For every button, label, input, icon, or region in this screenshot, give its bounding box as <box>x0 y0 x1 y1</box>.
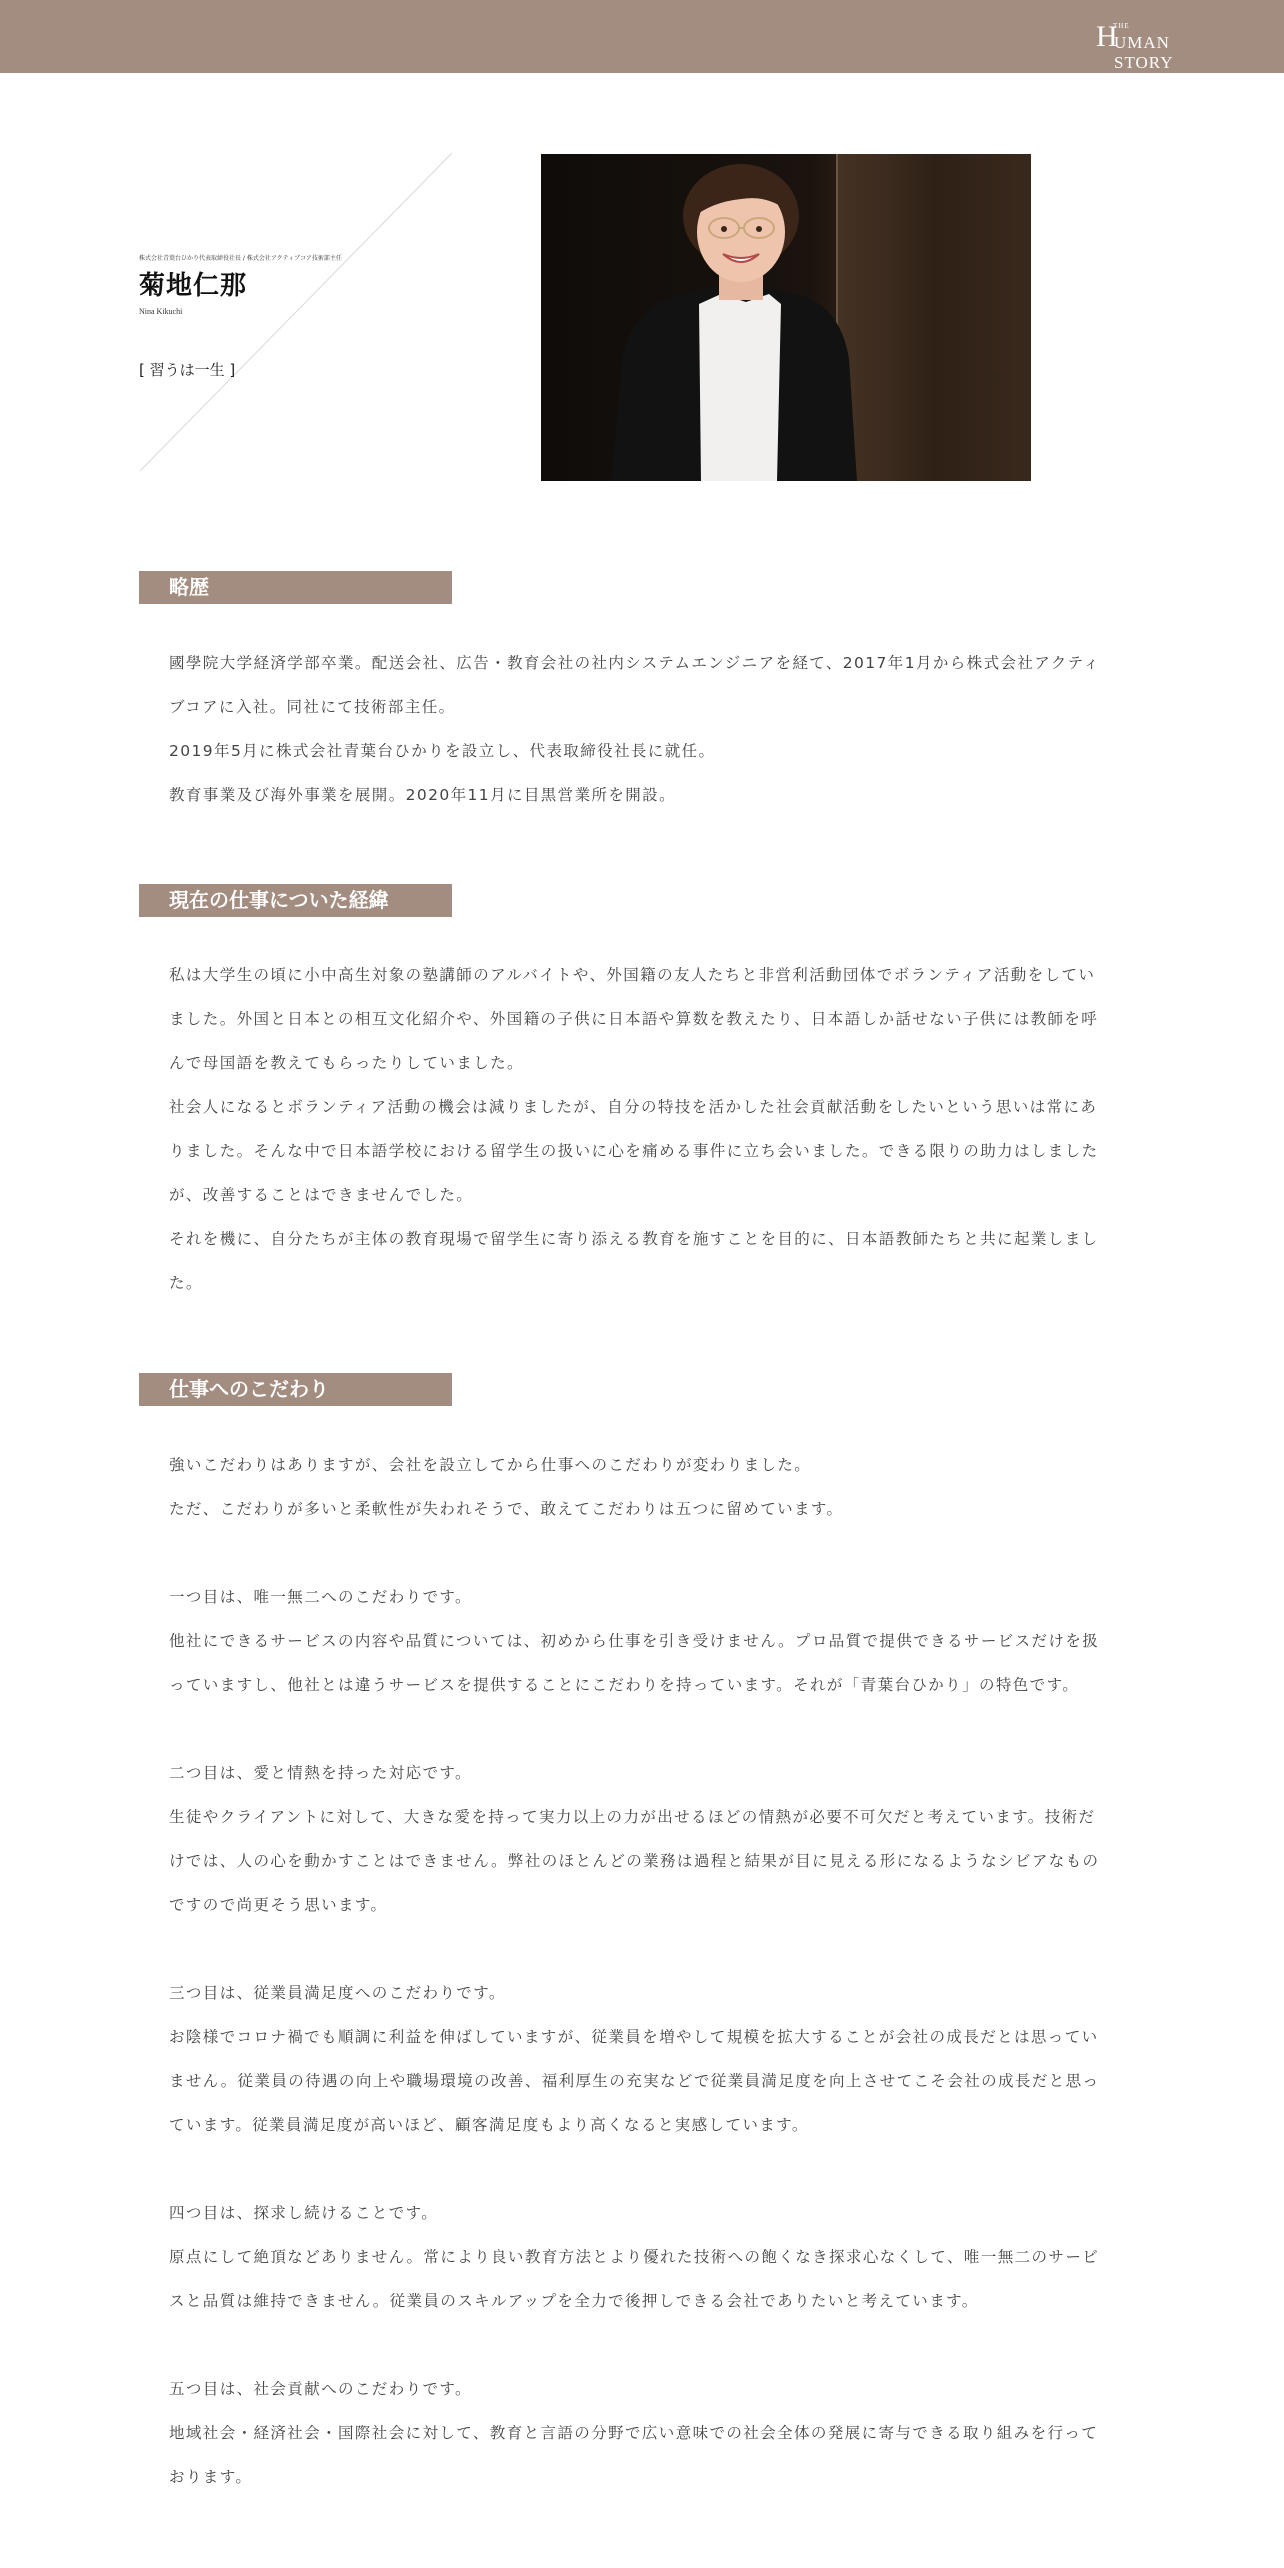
top-bar <box>0 0 1284 73</box>
background-paragraph: 社会人になるとボランティア活動の機会は減りましたが、自分の特技を活かした社会貢献活動をしたいという思いは常にありました。そんな中で日本語学校における留学生の扱いに心を痛める事件に立ち会いました。できる限りの助力はしましたが、改善することはできませんでした。 <box>169 1098 1099 1204</box>
career-text <box>169 641 1104 817</box>
person-name-roman: Nina Kikuchi <box>139 307 183 316</box>
career-paragraph: 國學院大学経済学部卒業。配送会社、広告・教育会社の社内システムエンジニアを経て、2017年1月から株式会社アクティブコアに入社。同社にて技術部主任。 <box>169 654 1101 716</box>
commitment-text <box>169 1443 1104 2499</box>
commitment-item-body: 生徒やクライアントに対して、大きな愛を持って実力以上の力が出せるほどの情熱が必要不可欠だと考えています。技術だけでは、人の心を動かすことはできません。弊社のほとんどの業務は過程と結果が目に見える形になるようなシビアなものですので尚更そう思います。 <box>169 1808 1100 1914</box>
logo-letter-h: H <box>1096 20 1118 53</box>
commitment-intro: 強いこだわりはありますが、会社を設立してから仕事へのこだわりが変わりました。 <box>169 1456 812 1474</box>
logo-the: THE <box>1113 22 1130 30</box>
background-text <box>169 953 1104 1305</box>
commitment-item-body: 地域社会・経済社会・国際社会に対して、教育と言語の分野で広い意味での社会全体の発展に寄与できる取り組みを行っております。 <box>169 2424 1099 2486</box>
career-paragraph: 教育事業及び海外事業を展開。2020年11月に目黒営業所を開設。 <box>169 786 676 804</box>
logo-text: UMAN STORY <box>1114 33 1174 72</box>
commitment-item-heading: 五つ目は、社会貢献へのこだわりです。 <box>169 2380 472 2398</box>
commitment-item-body: 他社にできるサービスの内容や品質については、初めから仕事を引き受けません。プロ品質で提供できるサービスだけを扱っていますし、他社とは違うサービスを提供することにこだわりを持っています。それが「青葉台ひかり」の特色です。 <box>169 1632 1100 1694</box>
commitment-item-heading: 三つ目は、従業員満足度へのこだわりです。 <box>169 1984 506 2002</box>
commitment-intro: ただ、こだわりが多いと柔軟性が失われそうで、敢えてこだわりは五つに留めています。 <box>169 1500 844 1518</box>
motto: [ 習うは一生 ] <box>139 361 236 379</box>
background-paragraph: 私は大学生の頃に小中高生対象の塾講師のアルバイトや、外国籍の友人たちと非営利活動団体でボランティア活動をしていました。外国と日本との相互文化紹介や、外国籍の子供に日本語や算数を教えたり、日本語しか話せない子供には教師を呼んで母国語を教えてもらったりしていました。 <box>169 966 1099 1072</box>
commitment-item-heading: 一つ目は、唯一無二へのこだわりです。 <box>169 1588 472 1606</box>
section-heading-career: 略歴 <box>139 571 452 604</box>
commitment-item-body: お陰様でコロナ禍でも順調に利益を伸ばしていますが、従業員を増やして規模を拡大することが会社の成長だとは思っていません。従業員の待遇の向上や職場環境の改善、福利厚生の充実などで従業員満足度を向上させてこそ会社の成長だと思っています。従業員満足度が高いほど、顧客満足度もより高くなると実感しています。 <box>169 2028 1100 2134</box>
commitment-item-heading: 四つ目は、探求し続けることです。 <box>169 2204 439 2222</box>
section-heading-background: 現在の仕事についた経緯 <box>139 884 452 917</box>
commitment-item-heading: 二つ目は、愛と情熱を持った対応です。 <box>169 1764 472 1782</box>
company-title: 株式会社青葉台ひかり代表取締役社長 / 株式会社アクティブコア技術部主任 <box>139 255 342 262</box>
section-heading-commitment: 仕事へのこだわり <box>139 1373 452 1406</box>
person-name: 菊地仁那 <box>139 271 248 301</box>
career-paragraph: 2019年5月に株式会社青葉台ひかりを設立し、代表取締役社長に就任。 <box>169 742 716 760</box>
commitment-item-body: 原点にして絶頂などありません。常により良い教育方法とより優れた技術への飽くなき探求心なくして、唯一無二のサービスと品質は維持できません。従業員のスキルアップを全力で後押しできる会社でありたいと考えています。 <box>169 2248 1100 2310</box>
portrait-photo <box>541 154 1031 481</box>
background-paragraph: それを機に、自分たちが主体の教育現場で留学生に寄り添える教育を施すことを目的に、日本語教師たちと共に起業しました。 <box>169 1230 1099 1292</box>
decorative-diagonal-line <box>140 153 452 471</box>
site-logo[interactable] <box>1096 18 1226 72</box>
